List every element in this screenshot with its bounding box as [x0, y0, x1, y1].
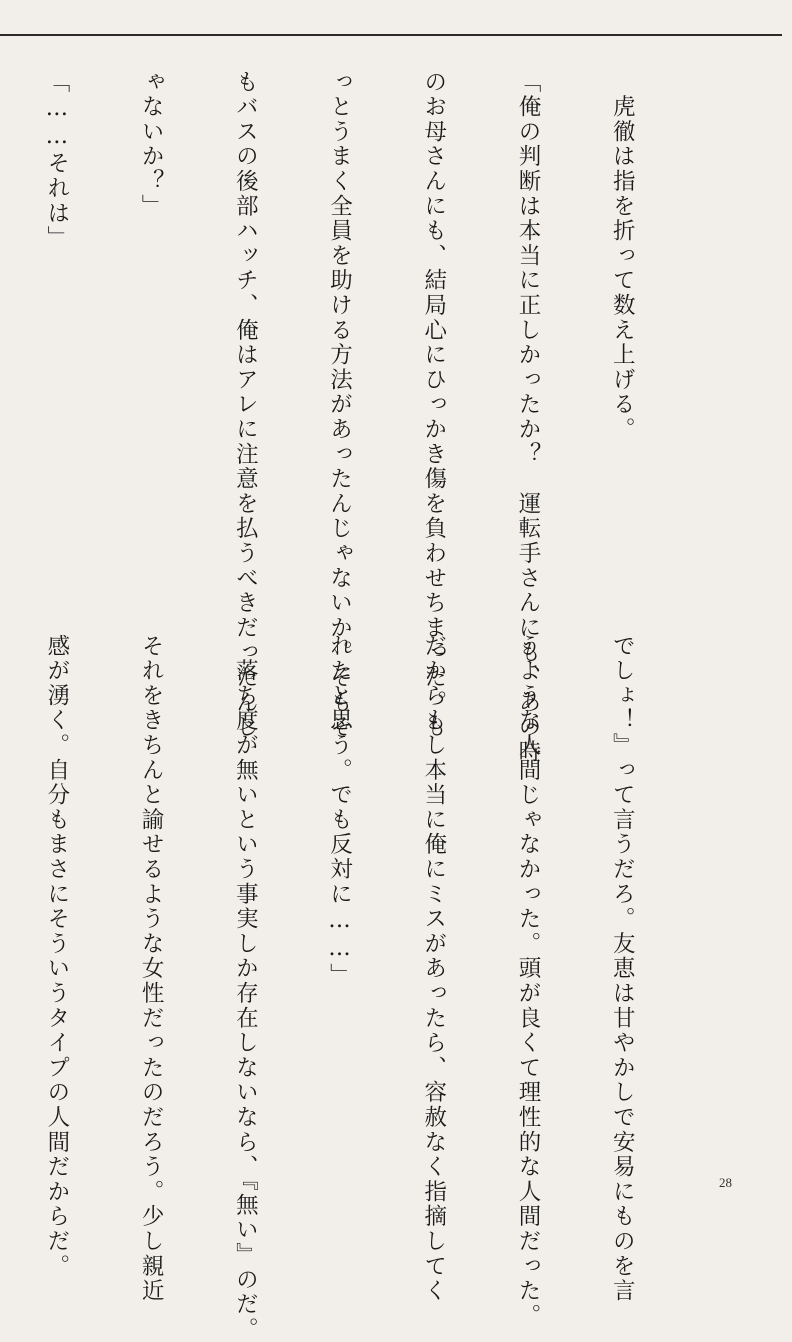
text-line: 虎徹は指を折って数え上げる。: [609, 70, 636, 442]
text-line: もバスの後部ハッチ、俺はアレに注意を払うべきだったんじ: [232, 70, 259, 740]
header-rule: [0, 34, 782, 36]
text-line: っとうまく全員を助ける方法があったんじゃないか。そもそ: [326, 70, 353, 740]
text-line: れたと思う。でも反対に……」: [326, 634, 353, 989]
text-block-upper: [43, 70, 700, 765]
text-line: 「……それは」: [43, 70, 70, 251]
text-line: うような人間じゃなかった。頭が良くて理性的な人間だった。: [514, 634, 541, 1329]
text-line: 落ち度が無いという事実しか存在しないなら、『無い』のだ。: [232, 634, 259, 1342]
text-line: でしょ！』って言うだろ。友恵は甘やかしで安易にものを言: [609, 634, 636, 1304]
text-line: 「俺の判断は本当に正しかったか？ 運転手さんにも、あの時: [514, 70, 541, 765]
page-number: 28: [719, 1175, 732, 1190]
text-line: それをきちんと諭せるような女性だったのだろう。少し親近: [138, 634, 165, 1304]
text-line: 感が湧く。自分もまさにそういうタイプの人間だからだ。: [43, 634, 70, 1279]
text-line: ゃないか？」: [138, 70, 165, 219]
text-block-lower: [43, 634, 700, 1342]
text-line: だからもし本当に俺にミスがあったら、容赦なく指摘してく: [420, 634, 447, 1304]
text-line: のお母さんにも、結局心にひっかき傷を負わせちまった。も: [420, 70, 447, 740]
